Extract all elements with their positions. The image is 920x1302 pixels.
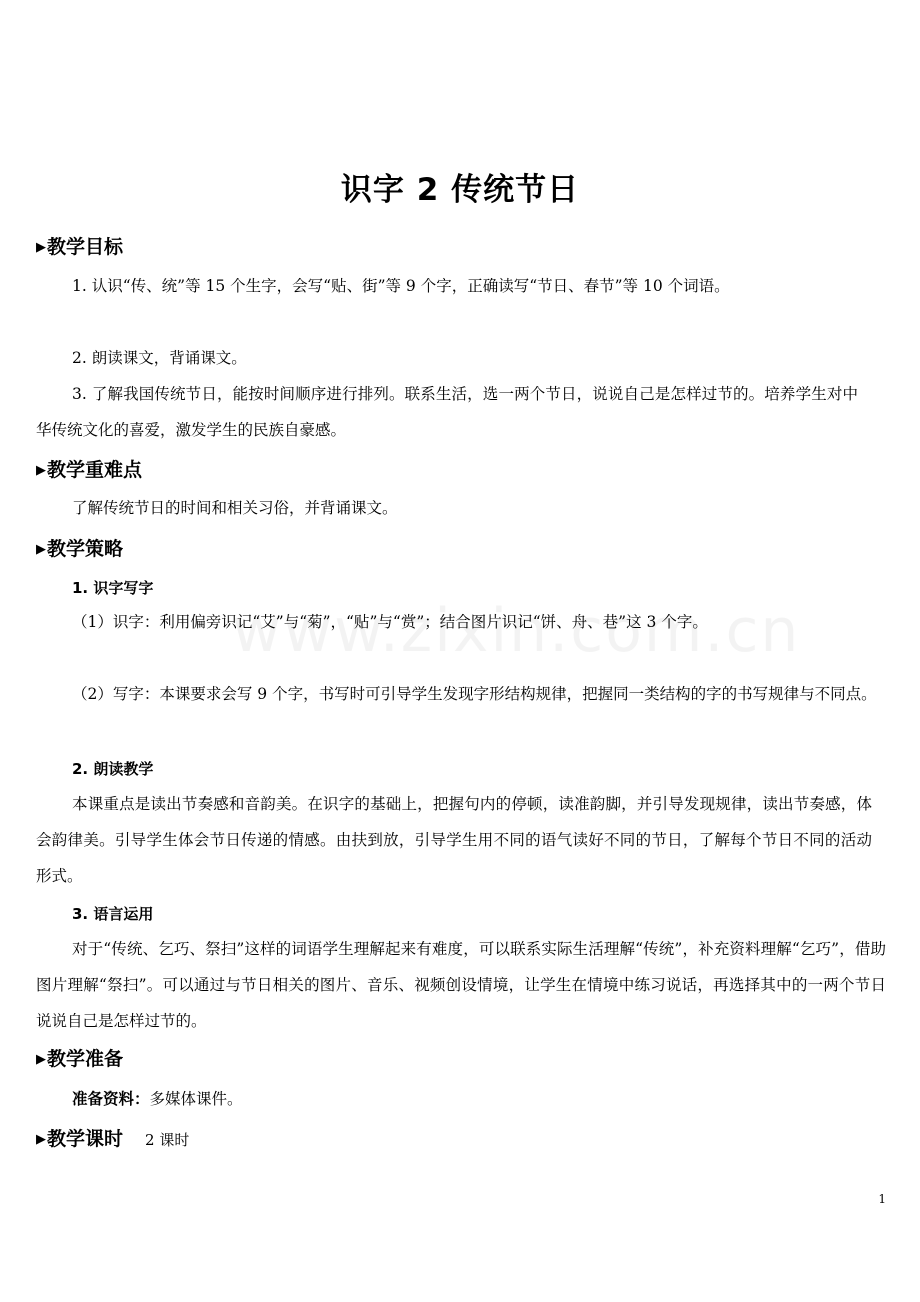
- strategy-writing-paragraph: （2）写字：本课要求会写 9 个字，书写时可引导学生发现字形结构规律，把握同一类结构的字的书写规律与不同点。: [72, 685, 877, 703]
- section-heading-goals: [36, 234, 123, 263]
- goal-item-3: 3. 了解我国传统节日，能按时间顺序进行排列。联系生活，选一两个节日，说说自己是怎样过节的。培养学生对中华传统文化的喜爱，激发学生的民族自豪感。: [36, 385, 858, 439]
- strategy-subheading-3: 3. 语言运用: [72, 905, 154, 923]
- preparation-value: 多媒体课件。: [149, 1090, 243, 1108]
- page-number: 1: [878, 1192, 886, 1206]
- preparation-label: 准备资料：: [72, 1090, 150, 1108]
- section-heading-strategy-label: 教学策略: [47, 538, 124, 560]
- goal-item-1: 1. 认识“传、统”等 15 个生字，会写“贴、街”等 9 个字，正确读写“节日、春节”等 10 个词语。: [72, 277, 730, 295]
- strategy-subheading-1: 1. 识字写字: [72, 579, 154, 597]
- section-heading-preparation: [36, 1046, 123, 1075]
- triangle-bullet-icon: ▶: [36, 240, 46, 255]
- key-points-text: 了解传统节日的时间和相关习俗，并背诵课文。: [72, 499, 398, 517]
- watermark: [232, 596, 800, 666]
- goal-item-2: 2. 朗读课文，背诵课文。: [72, 349, 247, 367]
- hours-value: 2 课时: [145, 1131, 190, 1149]
- section-heading-key-points-label: 教学重难点: [47, 459, 143, 481]
- strategy-literacy-paragraph: （1）识字：利用偏旁识记“艾”与“菊”，“贴”与“赏”；结合图片识记“饼、舟、巷”这 3 个字。: [72, 613, 708, 631]
- section-heading-strategy: [36, 536, 123, 565]
- triangle-bullet-icon: ▶: [36, 542, 46, 557]
- strategy-reading-paragraph: 本课重点是读出节奏感和音韵美。在识字的基础上，把握句内的停顿，读准韵脚，并引导发现规律，读出节奏感，体会韵律美。引导学生体会节日传递的情感。由扶到放，引导学生用不同的语气读好不同的节日，了解每个节日不同的活动形式。: [36, 795, 872, 885]
- section-heading-goals-label: 教学目标: [47, 236, 124, 258]
- triangle-bullet-icon: ▶: [36, 463, 46, 478]
- strategy-subheading-2: 2. 朗读教学: [72, 760, 154, 778]
- strategy-language-paragraph: 对于“传统、乞巧、祭扫”这样的词语学生理解起来有难度，可以联系实际生活理解“传统”，补充资料理解“乞巧”，借助图片理解“祭扫”。可以通过与节日相关的图片、音乐、视频创设情境，让学生在情境中练习说话，再选择其中的一两个节日说说自己是怎样过节的。: [36, 940, 886, 1030]
- section-heading-hours: [36, 1126, 189, 1155]
- section-heading-preparation-label: 教学准备: [47, 1048, 124, 1070]
- preparation-line: [36, 1081, 886, 1117]
- page-title: 识字 2 传统节日: [340, 172, 580, 208]
- triangle-bullet-icon: ▶: [36, 1052, 46, 1067]
- section-heading-key-points: [36, 457, 142, 486]
- triangle-bullet-icon: ▶: [36, 1132, 46, 1147]
- section-heading-hours-label: 教学课时: [47, 1128, 124, 1150]
